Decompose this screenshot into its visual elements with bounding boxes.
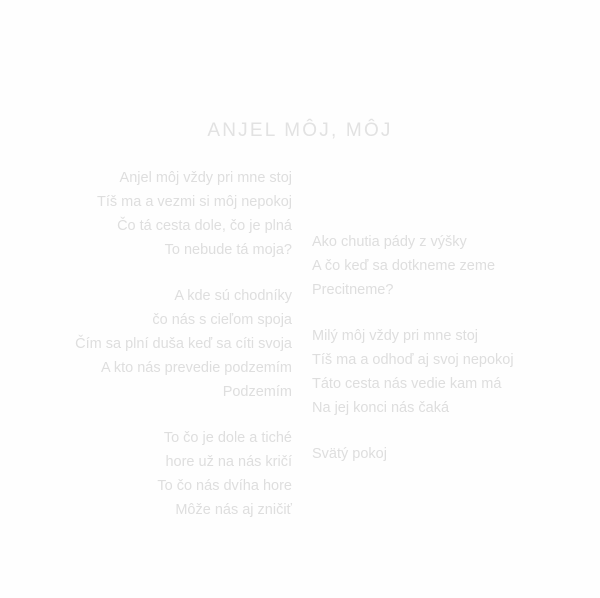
lyric-line: Môže nás aj zničiť <box>175 502 292 518</box>
stanza <box>20 284 292 404</box>
lyric-line: Čo tá cesta dole, čo je plná <box>117 218 292 234</box>
lyric-line: To nebude tá moja? <box>164 242 292 258</box>
lyrics-column-right <box>312 230 582 466</box>
lyric-line: Milý môj vždy pri mne stoj <box>312 328 478 344</box>
stanza <box>312 324 582 420</box>
lyric-line: Ako chutia pády z výšky <box>312 234 467 250</box>
lyric-line: A kto nás prevedie podzemím <box>100 360 292 376</box>
stanza <box>312 230 582 302</box>
lyric-line: A čo keď sa dotkneme zeme <box>312 258 496 274</box>
lyric-line: Anjel môj vždy pri mne stoj <box>119 170 292 186</box>
lyric-line: Svätý pokoj <box>312 446 387 462</box>
lyric-line: To čo nás dvíha hore <box>157 478 292 494</box>
lyrics-column-left <box>20 166 292 522</box>
lyric-line: Tíš ma a vezmi si môj nepokoj <box>96 194 292 210</box>
lyric-line: Podzemím <box>222 384 292 400</box>
lyric-line: Na jej konci nás čaká <box>312 400 450 416</box>
lyric-line: hore už na nás kričí <box>165 454 292 470</box>
lyric-line: čo nás s cieľom spoja <box>152 312 292 328</box>
lyric-line: A kde sú chodníky <box>174 288 292 304</box>
lyric-line: Tíš ma a odhoď aj svoj nepokoj <box>312 352 514 368</box>
stanza <box>312 442 582 466</box>
stanza <box>20 426 292 522</box>
lyric-line: To čo je dole a tiché <box>163 430 292 446</box>
lyric-line: Precitneme? <box>312 282 394 298</box>
lyric-line: Čím sa plní duša keď sa cíti svoja <box>75 336 292 352</box>
stanza <box>20 166 292 262</box>
page-title: ANJEL MÔJ, MÔJ <box>207 120 393 141</box>
lyric-line: Táto cesta nás vedie kam má <box>312 376 502 392</box>
